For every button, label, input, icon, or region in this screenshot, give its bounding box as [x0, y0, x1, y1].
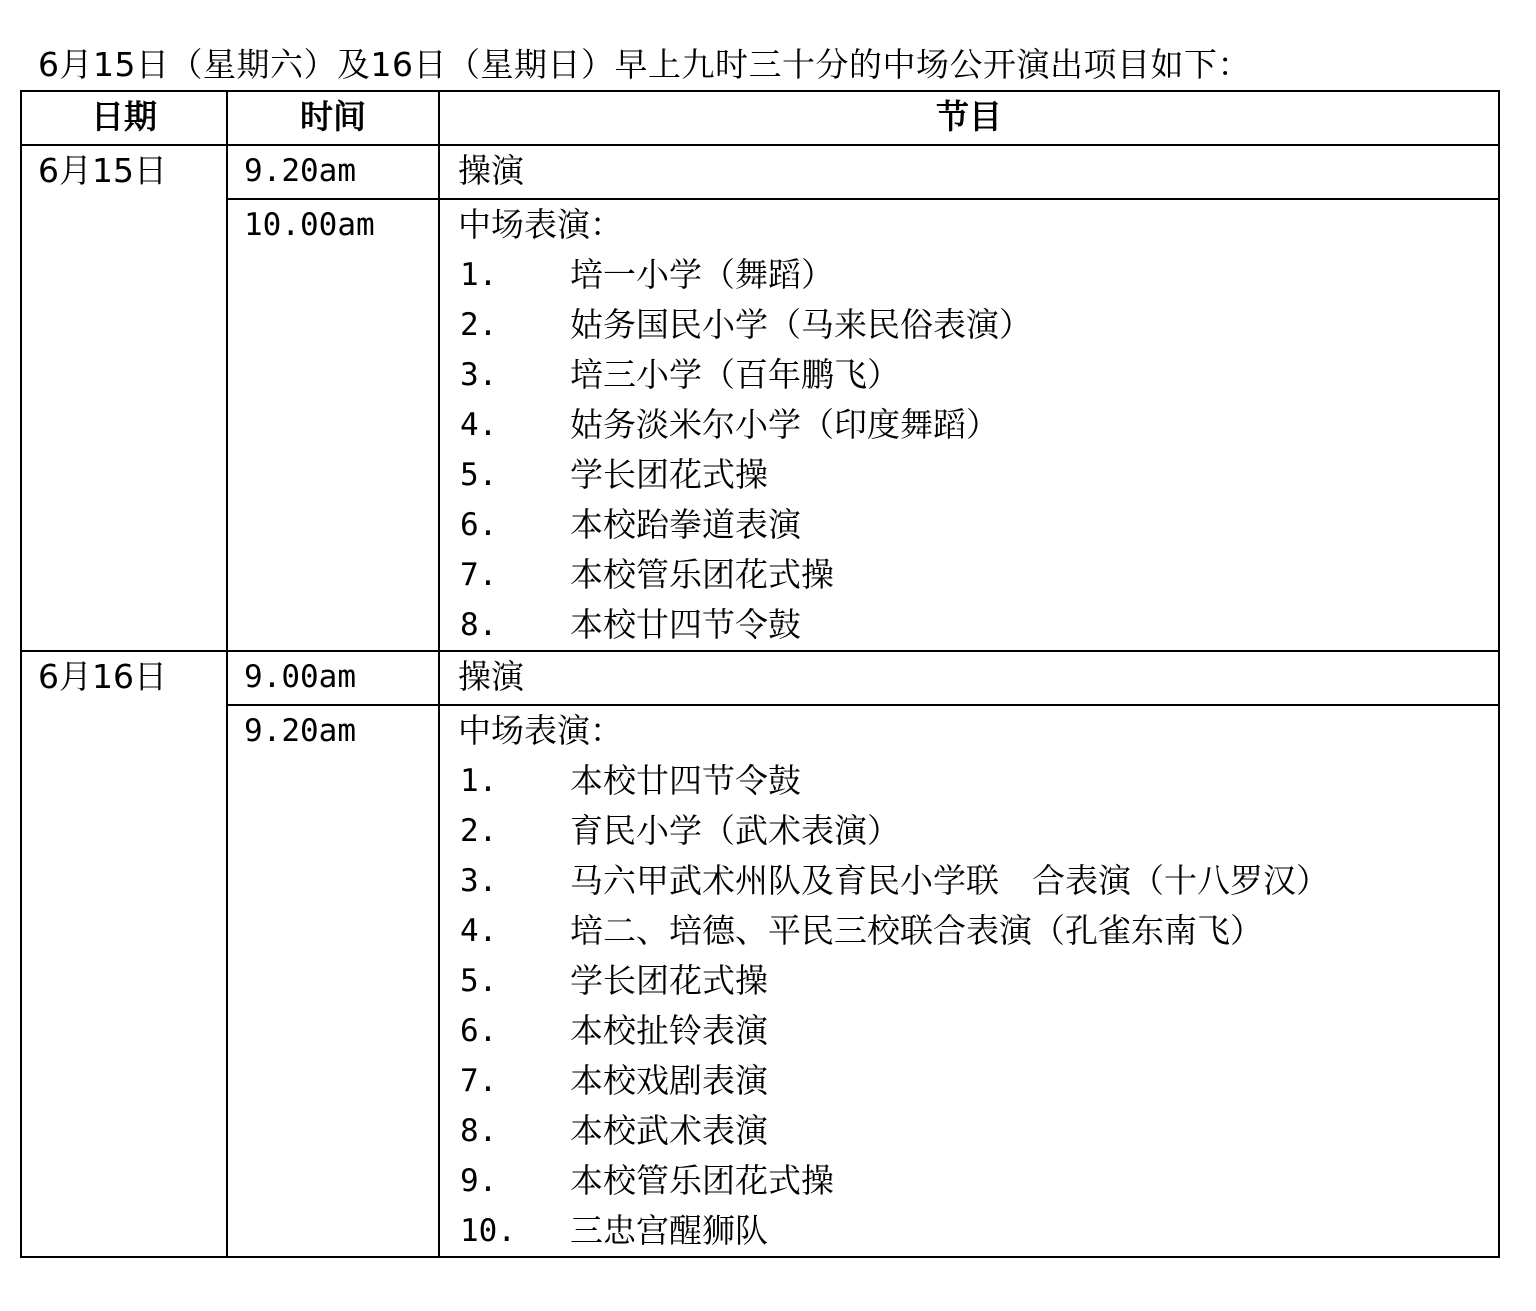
table-row [21, 145, 1499, 199]
item-number: 6. [460, 1013, 498, 1049]
list-item [458, 600, 1498, 650]
item-text: 培三小学（百年鹏飞） [570, 355, 900, 394]
item-number: 9. [460, 1163, 498, 1199]
time-cell: 9.20am [227, 705, 439, 1257]
list-item [458, 550, 1498, 600]
item-text: 三忠宫醒狮队 [570, 1211, 768, 1250]
header-program: 节目 [439, 91, 1499, 145]
item-number: 4. [460, 407, 498, 443]
item-text: 培一小学（舞蹈） [570, 255, 834, 294]
header-row [21, 91, 1499, 145]
list-item [458, 956, 1498, 1006]
item-number: 2. [460, 813, 498, 849]
item-text: 本校廿四节令鼓 [570, 761, 801, 800]
date-cell: 6月15日 [21, 145, 227, 651]
program-cell [439, 199, 1499, 651]
list-item [458, 906, 1498, 956]
program-list [458, 756, 1498, 1256]
item-text: 培二、培德、平民三校联合表演（孔雀东南飞） [570, 911, 1263, 950]
item-number: 8. [460, 607, 498, 643]
page-heading: 6月15日（星期六）及16日（星期日）早上九时三十分的中场公开演出项目如下： [38, 45, 1251, 84]
item-text: 本校戏剧表演 [570, 1061, 768, 1100]
list-item [458, 1056, 1498, 1106]
program-cell [439, 705, 1499, 1257]
list-item [458, 400, 1498, 450]
time-cell: 9.00am [227, 651, 439, 705]
list-item [458, 350, 1498, 400]
list-item [458, 250, 1498, 300]
list-item [458, 1206, 1498, 1256]
item-number: 10. [460, 1213, 516, 1249]
item-number: 3. [460, 357, 498, 393]
item-number: 1. [460, 257, 498, 293]
item-text: 本校武术表演 [570, 1111, 768, 1150]
program-list-title: 中场表演： [458, 205, 623, 244]
list-item [458, 806, 1498, 856]
time-cell: 10.00am [227, 199, 439, 651]
item-text: 育民小学（武术表演） [570, 811, 900, 850]
date-cell: 6月16日 [21, 651, 227, 1257]
list-item [458, 756, 1498, 806]
program-list [458, 250, 1498, 650]
table-row [21, 199, 1499, 651]
item-number: 6. [460, 507, 498, 543]
item-text: 本校管乐团花式操 [570, 1161, 834, 1200]
item-number: 5. [460, 963, 498, 999]
item-text: 本校管乐团花式操 [570, 555, 834, 594]
schedule-table [20, 90, 1500, 1258]
item-text: 马六甲武术州队及育民小学联 合表演（十八罗汉） [570, 861, 1329, 900]
program-list-title: 中场表演： [458, 711, 623, 750]
list-item [458, 1006, 1498, 1056]
item-number: 5. [460, 457, 498, 493]
item-text: 学长团花式操 [570, 961, 768, 1000]
item-number: 3. [460, 863, 498, 899]
item-text: 本校廿四节令鼓 [570, 605, 801, 644]
item-number: 4. [460, 913, 498, 949]
header-time: 时间 [227, 91, 439, 145]
item-text: 学长团花式操 [570, 455, 768, 494]
table-row [21, 705, 1499, 1257]
item-number: 8. [460, 1113, 498, 1149]
item-number: 1. [460, 763, 498, 799]
list-item [458, 450, 1498, 500]
table-row [21, 651, 1499, 705]
list-item [458, 500, 1498, 550]
list-item [458, 856, 1498, 906]
item-text: 本校跆拳道表演 [570, 505, 801, 544]
item-text: 姑务国民小学（马来民俗表演） [570, 305, 1032, 344]
time-cell: 9.20am [227, 145, 439, 199]
list-item [458, 1156, 1498, 1206]
item-text: 姑务淡米尔小学（印度舞蹈） [570, 405, 999, 444]
program-cell: 操演 [439, 145, 1499, 199]
item-text: 本校扯铃表演 [570, 1011, 768, 1050]
list-item [458, 1106, 1498, 1156]
program-cell: 操演 [439, 651, 1499, 705]
list-item [458, 300, 1498, 350]
item-number: 7. [460, 557, 498, 593]
item-number: 7. [460, 1063, 498, 1099]
header-date: 日期 [21, 91, 227, 145]
item-number: 2. [460, 307, 498, 343]
